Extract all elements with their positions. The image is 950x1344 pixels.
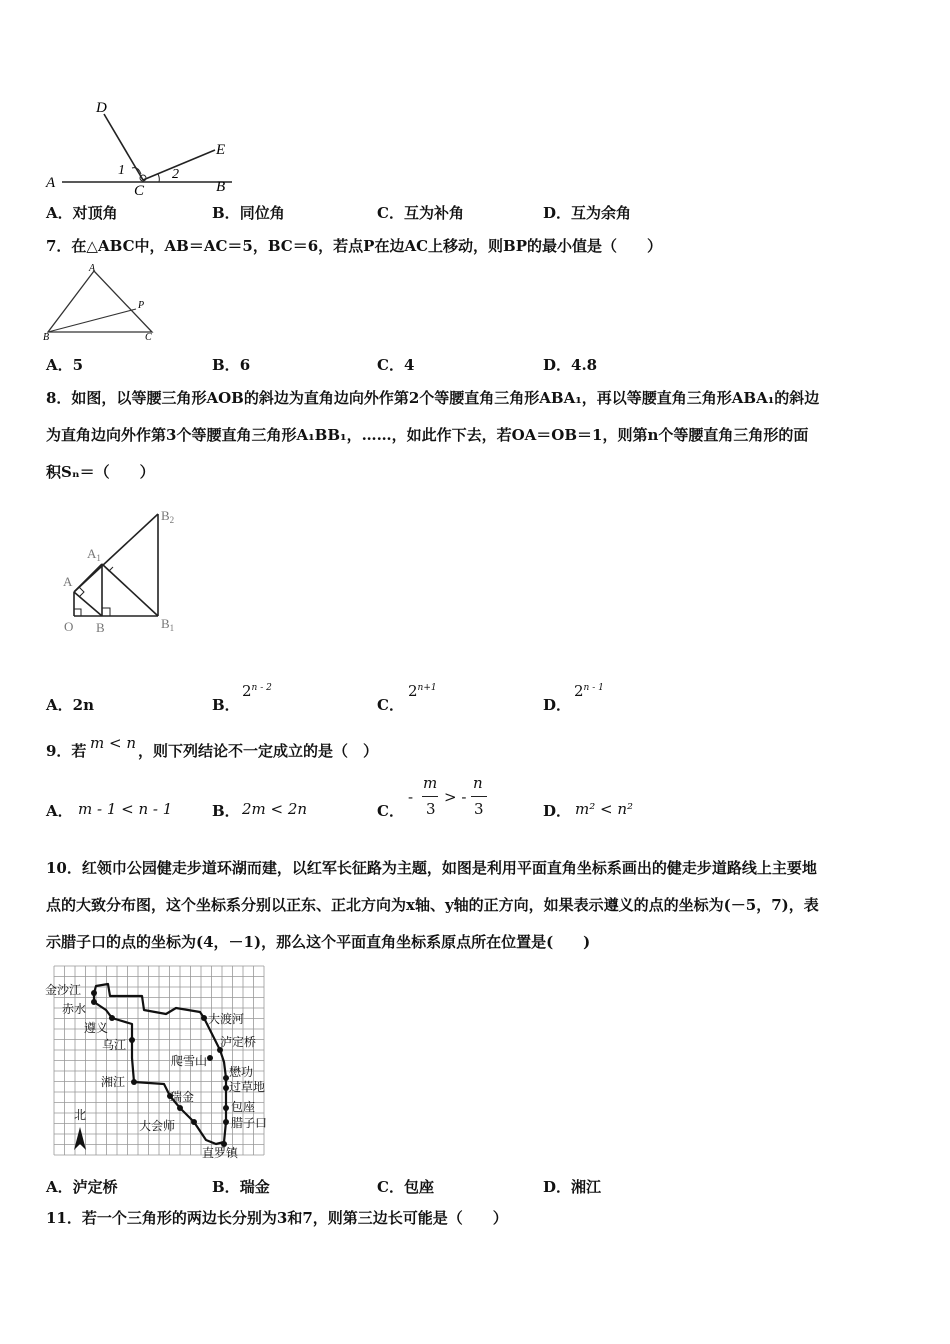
north-arrow-icon [74, 1127, 86, 1150]
q8-stem-line3: 积Sₙ＝（ ） [46, 463, 155, 481]
label-C: C [145, 332, 152, 342]
q9-option-b-expr: 2m < 2n [242, 800, 308, 818]
label-A: A [89, 263, 96, 274]
label-A: A [46, 175, 56, 191]
map-label-baozuo: 包座 [231, 1100, 256, 1114]
map-label-wujiang: 乌江 [102, 1038, 127, 1052]
map-label-chishui: 赤水 [62, 1002, 87, 1016]
map-label-daduhe: 大渡河 [208, 1012, 245, 1026]
q11-stem: 11．若一个三角形的两边长分别为3和7，则第三边长可能是（ ） [46, 1209, 508, 1227]
map-label-jinshajiang: 金沙江 [45, 983, 82, 997]
q6-option-c[interactable]: C．互为补角 [377, 204, 464, 222]
q6-option-b[interactable]: B．同位角 [212, 204, 285, 222]
q9-option-c[interactable]: C． [377, 802, 404, 820]
q9-option-a-expr: m - 1 < n - 1 [78, 800, 173, 818]
map-label-guocaodi: 过草地 [229, 1080, 266, 1094]
q9-condition: m < n [90, 734, 136, 752]
q9-option-d-expr: m² < n² [575, 800, 634, 818]
q10-option-b[interactable]: B．瑞金 [212, 1178, 270, 1196]
map-label-xiangjiang: 湘江 [101, 1075, 126, 1089]
label-P: P [138, 300, 145, 311]
label-B1: $B_1$ [161, 616, 175, 633]
q9-option-c-expr: - m 3 > - n 3 [408, 774, 518, 824]
label-angle1: 1 [118, 163, 125, 178]
q7-option-c[interactable]: C．4 [377, 356, 415, 374]
triangle-figure [42, 262, 158, 342]
q10-option-a[interactable]: A．泸定桥 [46, 1178, 118, 1196]
q10-option-c[interactable]: C．包座 [377, 1178, 434, 1196]
label-B: B [43, 332, 50, 342]
map-label-ludingqiao: 泸定桥 [220, 1035, 257, 1049]
q8-option-c[interactable]: C． [377, 696, 404, 714]
label-B: B [216, 179, 226, 195]
q9-stem-prefix: 9．若 [46, 742, 87, 760]
q8-option-b[interactable]: B． [212, 696, 240, 714]
q8-option-d-expr: 2$^{n - 1}$ [574, 682, 604, 700]
q8-stem-line1: 8．如图，以等腰三角形AOB的斜边为直角边向外作第2个等腰直角三角形ABA₁，再以等腰直角三角形ABA₁的斜边 [46, 389, 820, 407]
q9-option-b[interactable]: B． [212, 802, 240, 820]
label-A: A [63, 574, 73, 589]
q10-stem-line2: 点的大致分布图，这个坐标系分别以正东、正北方向为x轴、y轴的正方向，如果表示遵义的点的坐标为(－5，7)，表 [46, 896, 819, 914]
angle-figure [40, 96, 240, 200]
q9-stem-suffix: ，则下列结论不一定成立的是（ ） [138, 742, 379, 760]
label-C: C [134, 183, 145, 199]
label-B: B [96, 620, 105, 635]
q7-stem: 7．在△ABC中，AB＝AC＝5，BC＝6，若点P在边AC上移动，则BP的最小值是（ ） [46, 237, 662, 255]
q7-option-b[interactable]: B．6 [212, 356, 251, 374]
map-label-lazikou: 腊子口 [231, 1116, 268, 1130]
q10-stem-line3: 示腊子口的点的坐标为(4，－1)，那么这个平面直角坐标系原点所在位置是( ) [46, 933, 591, 951]
q8-option-c-expr: $2^{n+1}$ [408, 682, 437, 700]
map-label-zhiluozhen: 直罗镇 [202, 1146, 239, 1160]
map-label-paxueshan: 爬雪山 [171, 1054, 208, 1068]
label-A1: $A_1$ [87, 546, 101, 563]
q9-option-d[interactable]: D． [543, 802, 572, 820]
right-triangles-figure [58, 504, 188, 638]
q8-option-b-expr: 2$^{n - 2}$ [242, 682, 272, 700]
q7-option-d[interactable]: D．4.8 [543, 356, 598, 374]
map-label-north: 北 [74, 1108, 87, 1122]
label-O: O [64, 619, 74, 634]
map-label-dahuishi: 大会师 [139, 1119, 176, 1133]
label-B2: $B_2$ [161, 508, 175, 525]
q7-option-a[interactable]: A．5 [46, 356, 84, 374]
label-angle2: 2 [172, 167, 179, 182]
label-E: E [216, 142, 226, 158]
q9-option-a[interactable]: A． [46, 802, 73, 820]
route-map [44, 962, 276, 1164]
q10-option-d[interactable]: D．湘江 [543, 1178, 602, 1196]
label-D: D [96, 100, 107, 116]
q6-option-a[interactable]: A．对顶角 [46, 204, 118, 222]
q8-option-d[interactable]: D． [543, 696, 572, 714]
q8-stem-line2: 为直角边向外作第3个等腰直角三角形A₁BB₁，……，如此作下去，若OA＝OB＝1，则第n个等腰直角三角形的面 [46, 426, 809, 444]
q8-option-a[interactable]: A．2n [46, 696, 94, 714]
map-label-maogong: 懋功 [229, 1065, 254, 1079]
q10-stem-line1: 10．红领巾公园健走步道环湖而建，以红军长征路为主题，如图是利用平面直角坐标系画出的健走步道路线上主要地 [46, 859, 817, 877]
map-label-zunyi: 遵义 [84, 1021, 109, 1035]
map-label-ruijin: 瑞金 [170, 1090, 195, 1104]
q6-option-d[interactable]: D．互为余角 [543, 204, 632, 222]
